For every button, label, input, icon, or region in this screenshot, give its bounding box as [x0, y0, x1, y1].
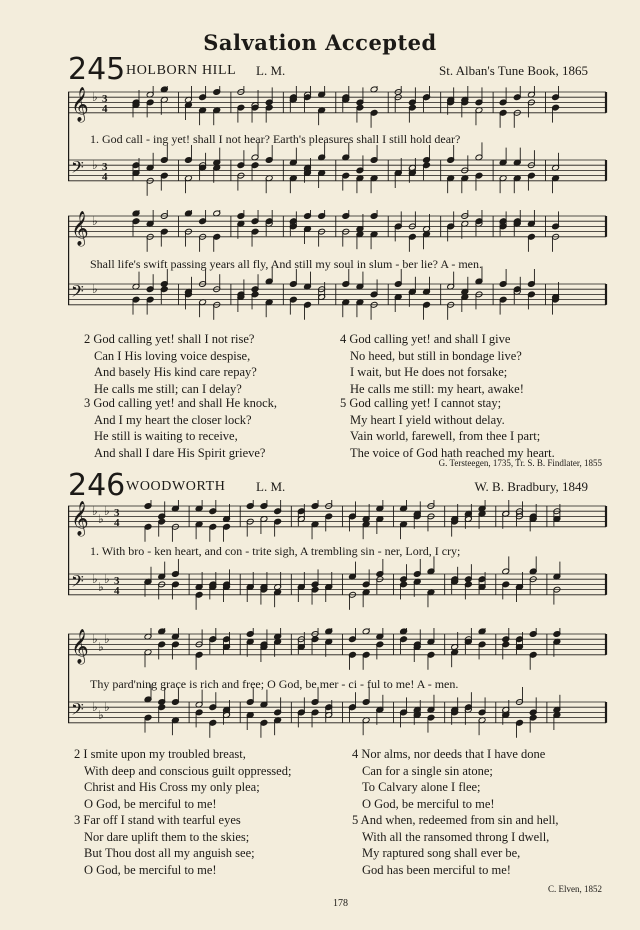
stanza-246-2 [74, 746, 291, 812]
stanza-line: God has been merciful to me! [362, 862, 511, 877]
lyric-line: Shall life's swift passing years all fly, And still my soul in slum - ber lie? A - men. [90, 257, 483, 271]
stanza-line: He calls me still; can I delay? [94, 381, 242, 396]
stanza-line: 5 God calling yet! I cannot stay; [340, 396, 502, 410]
svg-text:𝄞: 𝄞 [71, 211, 89, 246]
text-credit: C. Elven, 1852 [548, 884, 602, 894]
stanza-line: My raptured song shall ever be, [362, 846, 521, 860]
stanza-line: With deep and conscious guilt oppressed; [84, 763, 292, 778]
svg-text:♭: ♭ [92, 282, 98, 296]
stanza-line: But Thou dost all my anguish see; [84, 846, 255, 860]
stanza-line: And basely His kind care repay? [94, 365, 257, 379]
stanza-line: Can for a single sin atone; [362, 763, 493, 778]
svg-text:𝄞: 𝄞 [71, 501, 89, 536]
svg-text:♭: ♭ [92, 572, 98, 586]
stanza-line: Vain world, farewell, from thee I part; [350, 429, 541, 443]
stanza-line: 5 And when, redeemed from sin and hell, [352, 813, 559, 827]
stanza-line: He still is waiting to receive, [94, 429, 238, 443]
hymn-number: 245 [68, 52, 126, 87]
svg-text:3: 3 [114, 575, 120, 587]
svg-text:𝄢: 𝄢 [71, 699, 84, 723]
stanza-line: I wait, but He does not forsake; [350, 365, 508, 379]
svg-text:♭: ♭ [104, 700, 110, 714]
svg-text:♭: ♭ [92, 504, 98, 518]
stanza-245-4 [340, 331, 524, 397]
stanza-line: O God, be merciful to me! [84, 796, 217, 811]
stanza-line: 4 God calling yet! and shall I give [340, 332, 511, 346]
stanza-line: With all the ransomed throng I dwell, [362, 829, 550, 844]
tune-name: HOLBORN HILL [126, 63, 237, 78]
tune-name: WOODWORTH [126, 479, 226, 494]
svg-text:♭: ♭ [98, 640, 104, 654]
tune-source: St. Alban's Tune Book, 1865 [439, 63, 588, 78]
stanza-line: 3 God calling yet! and shall He knock, [84, 396, 278, 410]
svg-text:3: 3 [102, 161, 108, 173]
lyric-line: Thy pard'ning grace is rich and free; O God, be mer - ci - ful to me! A - men. [90, 677, 459, 691]
hymn-number: 246 [68, 468, 126, 503]
stanza-line: He calls me still: my heart, awake! [350, 381, 524, 396]
stanza-line: Nor dare uplift them to the skies; [84, 829, 250, 844]
svg-text:𝄞: 𝄞 [71, 629, 89, 664]
music-system-246-1 [68, 500, 608, 620]
svg-text:3: 3 [114, 507, 120, 519]
page-number: 178 [333, 898, 348, 909]
stanza-line: And shall I dare His Spirit grieve? [94, 445, 266, 460]
stanza-line: My heart I yield without delay. [350, 412, 505, 427]
stanza-line: O God, be merciful to me! [362, 796, 495, 811]
hymn-245-header [68, 52, 588, 88]
lyric-line: 1. God call - ing yet! shall I not hear? Earth's pleasures shall I still hold dear? [90, 132, 461, 146]
svg-text:♭: ♭ [92, 700, 98, 714]
svg-text:♭: ♭ [104, 572, 110, 586]
stanza-line: O God, be merciful to me! [84, 862, 217, 877]
stanza-245-2 [84, 331, 257, 397]
stanza-245-5 [340, 395, 555, 461]
stanza-line: The voice of God hath reached my heart. [350, 445, 555, 460]
stanza-line: 2 I smite upon my troubled breast, [74, 747, 246, 761]
svg-text:3: 3 [102, 93, 108, 105]
meter: L. M. [256, 63, 286, 78]
stanza-line: To Calvary alone I flee; [362, 780, 481, 794]
lyric-line: 1. With bro - ken heart, and con - trite sigh, A trembling sin - ner, Lord, I cry; [90, 544, 461, 558]
stanza-line: And I my heart the closer lock? [94, 412, 252, 427]
svg-text:♭: ♭ [104, 504, 110, 518]
svg-text:4: 4 [114, 517, 120, 529]
svg-text:♭: ♭ [92, 632, 98, 646]
tune-source: W. B. Bradbury, 1849 [474, 479, 588, 494]
stanza-246-3 [74, 812, 255, 878]
stanza-246-5 [352, 812, 559, 878]
section-title: Salvation Accepted [203, 30, 437, 55]
stanza-line: 4 Nor alms, nor deeds that I have done [352, 747, 546, 761]
svg-text:♭: ♭ [98, 580, 104, 594]
svg-text:♭: ♭ [98, 512, 104, 526]
stanza-line: No heed, but still in bondage live? [350, 348, 522, 363]
svg-text:4: 4 [102, 171, 108, 183]
stanza-246-4 [352, 746, 545, 812]
svg-text:♭: ♭ [104, 632, 110, 646]
stanza-245-3 [84, 395, 277, 461]
svg-text:♭: ♭ [92, 158, 98, 172]
svg-text:♭: ♭ [98, 708, 104, 722]
svg-text:♭: ♭ [92, 214, 98, 228]
svg-text:4: 4 [114, 585, 120, 597]
svg-text:𝄢: 𝄢 [71, 157, 84, 181]
text-credit: G. Tersteegen, 1735, Tr. S. B. Findlater, 1855 [438, 458, 602, 468]
meter: L. M. [256, 479, 286, 494]
svg-text:𝄞: 𝄞 [71, 87, 89, 122]
stanza-line: Can I His loving voice despise, [94, 348, 251, 363]
svg-text:♭: ♭ [92, 90, 98, 104]
svg-text:𝄢: 𝄢 [71, 571, 84, 595]
svg-text:4: 4 [102, 103, 108, 115]
stanza-line: 2 God calling yet! shall I not rise? [84, 332, 255, 346]
stanza-line: Christ and His Cross my only plea; [84, 780, 260, 794]
stanza-line: 3 Far off I stand with tearful eyes [74, 813, 241, 827]
svg-text:𝄢: 𝄢 [71, 281, 84, 305]
